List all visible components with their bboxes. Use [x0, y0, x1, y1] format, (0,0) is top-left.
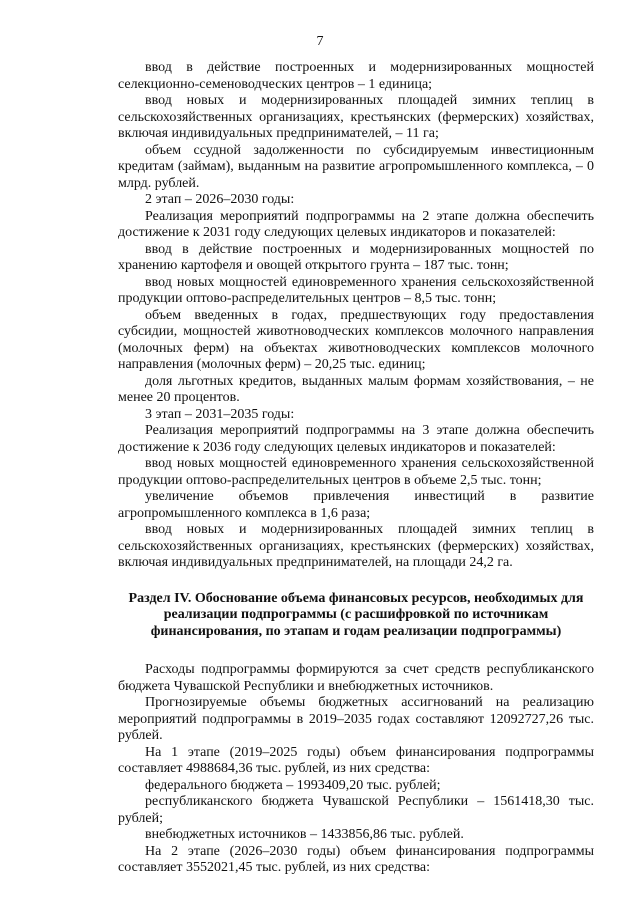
paragraph: ввод новых мощностей единовременного хранения сельскохозяйственной продукции оптово-распределительных центров в объеме 2,5 тыс. тонн; — [118, 456, 594, 488]
page-number: 7 — [316, 34, 324, 49]
paragraph: Реализация мероприятий подпрограммы на 2 этапе должна обеспечить достижение к 2031 году следующих целевых индикаторов и показателей: — [118, 208, 594, 240]
paragraph: На 2 этапе (2026–2030 годы) объем финансирования подпрограммы составляет 3552021,45 тыс. рублей, из них средства: — [118, 843, 594, 875]
section-heading: Раздел IV. Обоснование объема финансовых ресурсов, необходимых для реализации подпрограммы (с расшифровкой по источникам финансирования, по этапам и годам реализации подпрограммы) — [128, 590, 584, 639]
paragraph: республиканского бюджета Чувашской Республики – 1561418,30 тыс. рублей; — [118, 794, 594, 826]
paragraph: ввод в действие построенных и модернизированных мощностей по хранению картофеля и овощей открытого грунта – 187 тыс. тонн; — [118, 241, 594, 273]
paragraph: доля льготных кредитов, выданных малым формам хозяйствования, – не менее 20 процентов. — [118, 373, 594, 405]
paragraph: ввод в действие построенных и модернизированных мощностей селекционно-семеноводческих центров – 1 единица; — [118, 60, 594, 92]
paragraph: объем введенных в годах, предшествующих году предоставления субсидии, мощностей животноводческих комплексов молочного направления (молочных ферм) на объектах животноводческих комплексов молочного направления (молочных ферм) – 20,25 тыс. единиц; — [118, 307, 594, 372]
paragraph: Расходы подпрограммы формируются за счет средств республиканского бюджета Чувашской Республики и внебюджетных источников. — [118, 662, 594, 694]
paragraph: Прогнозируемые объемы бюджетных ассигнований на реализацию мероприятий подпрограммы в 2019–2035 годах составляют 12092727,26 тыс. рублей. — [118, 695, 594, 743]
paragraph: ввод новых и модернизированных площадей зимних теплиц в сельскохозяйственных организациях, крестьянских (фермерских) хозяйствах, включая индивидуальных предпринимателей, – 11 га; — [118, 93, 594, 141]
paragraph: На 1 этапе (2019–2025 годы) объем финансирования подпрограммы составляет 4988684,36 тыс. рублей, из них средства: — [118, 744, 594, 776]
paragraph: ввод новых и модернизированных площадей зимних теплиц в сельскохозяйственных организациях, крестьянских (фермерских) хозяйствах, включая индивидуальных предпринимателей, на площади 24,2 га. — [118, 522, 594, 570]
paragraph: ввод новых мощностей единовременного хранения сельскохозяйственной продукции оптово-распределительных центров – 8,5 тыс. тонн; — [118, 274, 594, 306]
stage-3-title: 3 этап – 2031–2035 годы: — [145, 406, 295, 422]
paragraph: объем ссудной задолженности по субсидируемым инвестиционным кредитам (займам), выданным на развитие агропромышленного комплекса, – 0 млрд. рублей. — [118, 142, 594, 191]
paragraph: федерального бюджета – 1993409,20 тыс. рублей; — [145, 777, 441, 793]
stage-2-title: 2 этап – 2026–2030 годы: — [145, 192, 295, 207]
paragraph: увеличение объемов привлечения инвестиций в развитие агропромышленного комплекса в 1,6 раза; — [118, 489, 594, 521]
paragraph: Реализация мероприятий подпрограммы на 3 этапе должна обеспечить достижение к 2036 году следующих целевых индикаторов и показателей: — [118, 423, 594, 455]
paragraph: внебюджетных источников – 1433856,86 тыс. рублей. — [145, 827, 464, 842]
document-body — [118, 60, 594, 877]
